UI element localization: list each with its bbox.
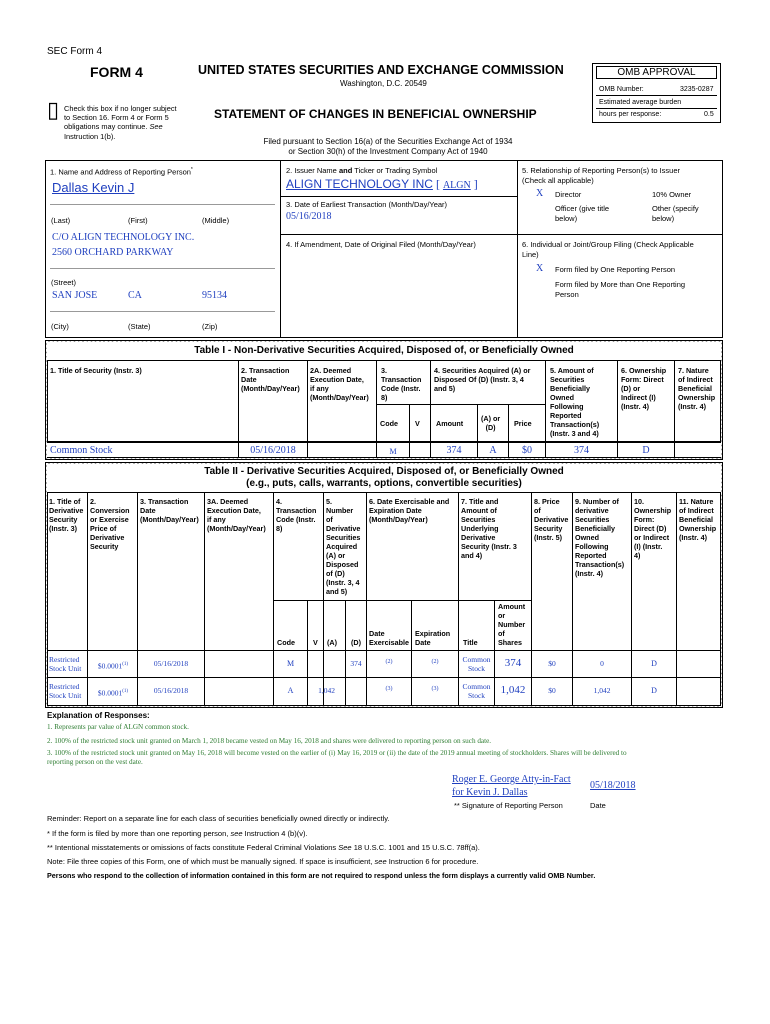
t1-h3 <box>381 366 421 402</box>
footnote-1: 1. Represents par value of ALGN common stock. <box>47 723 189 731</box>
t2h11-line: Ownership <box>679 524 717 533</box>
t1-sub-amount: Amount <box>436 419 464 428</box>
t2-row-conversion-price: $0.0001$^{(1)}$ <box>97 661 129 671</box>
t1h6-line: 6. Ownership <box>621 366 667 375</box>
t2-sub-v: V <box>313 638 318 647</box>
one-person-check[interactable]: X <box>536 263 544 274</box>
t2h8-line: Derivative <box>534 515 569 524</box>
officer-label: Officer (give title below) <box>555 204 610 223</box>
t2-sub-amount <box>498 602 525 647</box>
t2-row-title: Restricted Stock Unit <box>49 655 82 673</box>
t1-row-amount: 374 <box>446 445 462 456</box>
t2h9-line: Reported <box>575 551 607 560</box>
date-label: Date <box>590 801 606 810</box>
director-label: Director <box>555 190 582 199</box>
t2h7-line: Amount of <box>461 506 497 515</box>
t2-row-a: 1,042 <box>318 686 335 695</box>
t1h7-line: 7. Nature <box>678 366 709 375</box>
t1h2a-line: 2A. Deemed <box>310 366 352 375</box>
t1ad-line: (D) <box>485 423 496 432</box>
t2-row-exercisable: (2) <box>385 659 393 665</box>
other-label: Other (specify below) <box>652 204 699 223</box>
middle-label: (Middle) <box>202 216 230 225</box>
street-label: (Street) <box>51 278 77 287</box>
omb-burden-label: Estimated average burden <box>599 99 682 106</box>
t2h9-line: (Instr. 4) <box>575 569 603 578</box>
t2h5-line: Disposed <box>326 560 359 569</box>
t2h9-line: Transaction(s) <box>575 560 625 569</box>
t2-h10 <box>634 497 671 560</box>
t2h5-line: (A) or <box>326 551 346 560</box>
state-value: CA <box>128 290 142 301</box>
t2-row-expiration: (3) <box>431 686 439 692</box>
note: Note: File three copies of this Form, one of which must be manually signed. If space is insufficient, see Instruction 6 for procedure. <box>47 857 479 866</box>
t2h3-line: Date <box>140 506 156 515</box>
t2h1-line: Derivative <box>49 506 84 515</box>
t2-sub-title: Title <box>463 638 478 647</box>
t2h5-line: 5. <box>326 497 332 506</box>
t2h5-line: and 5) <box>326 587 348 596</box>
t1h5-line: 5. Amount of <box>550 366 594 375</box>
t2h9-line: 9. Number of <box>575 497 619 506</box>
t2h10-line: Direct (D) <box>634 524 667 533</box>
t1h5-line: Reported <box>550 411 582 420</box>
t2-row-code: M <box>286 659 295 668</box>
signature-date: 05/18/2018 <box>590 780 636 791</box>
t1h2a-line: (Month/Day/Year) <box>310 393 369 402</box>
t2h9-line: Beneficially <box>575 524 615 533</box>
t2h8-line: 8. Price <box>534 497 560 506</box>
t2amt-line: Amount <box>498 602 526 611</box>
t2h5-line: Securities <box>326 533 361 542</box>
t1h6-line: Form: Direct <box>621 375 664 384</box>
t1-h7 <box>678 366 715 411</box>
omb-number-label: OMB Number: <box>599 86 644 93</box>
zip-value: 95134 <box>202 290 227 301</box>
t2-row-underlying-title: Common Stock <box>462 655 491 673</box>
first-label: (First) <box>128 216 148 225</box>
reminder: Reminder: Report on a separate line for each class of securities beneficially owned directly or indirectly. <box>47 814 390 823</box>
t2h2-line: Derivative <box>90 533 125 542</box>
omb-title: OMB APPROVAL <box>617 67 696 78</box>
t1h7-line: (Instr. 4) <box>678 402 706 411</box>
t1ad-line: (A) or <box>481 414 501 423</box>
t2h2-line: Price of <box>90 524 117 533</box>
t1-h4 <box>434 366 530 393</box>
t1-sub-code: Code <box>380 419 398 428</box>
t2-row-expiration: (2) <box>431 659 439 665</box>
director-check[interactable]: X <box>536 188 544 199</box>
checkbox-instructions: Check this box if no longer subject to Section 16. Form 4 or Form 5 obligations may continue. See Instruction 1(b). <box>64 104 177 141</box>
t1-row-date: 05/16/2018 <box>250 445 296 456</box>
t2h3a-line: Execution Date, <box>207 506 261 515</box>
box3-label: 3. Date of Earliest Transaction (Month/Day/Year) <box>286 200 448 209</box>
t2h6-line: Expiration Date <box>369 506 422 515</box>
t2h7-line: Underlying <box>461 524 499 533</box>
agency-location: Washington, D.C. 20549 <box>340 79 427 88</box>
t2h9-line: derivative <box>575 506 609 515</box>
no-longer-subject-checkbox[interactable]: ▯ <box>47 97 60 122</box>
t2-sub-code: Code <box>277 638 295 647</box>
t1-h2 <box>241 366 300 393</box>
reporting-person-name: Dallas Kevin J <box>52 180 135 195</box>
t2-row-conversion-price: $0.0001$^{(1)}$ <box>97 688 129 698</box>
t2-row-form: D <box>651 686 657 695</box>
t2exp-line: Expiration <box>415 629 451 638</box>
t1-h5 <box>550 366 599 438</box>
t2h5-line: (Instr. 3, 4 <box>326 578 360 587</box>
t1h2a-line: Execution Date, <box>310 375 364 384</box>
t2-row-d: 374 <box>350 659 362 668</box>
t1h7-line: of Indirect <box>678 375 713 384</box>
t2h11-line: Beneficial <box>679 515 713 524</box>
ten-percent-owner-label: 10% Owner <box>652 190 692 199</box>
t2-sub-a: (A) <box>327 638 337 647</box>
t2-row-price: $0 <box>548 686 556 695</box>
t2amt-line: or <box>498 611 506 620</box>
form-title: FORM 4 <box>90 64 143 80</box>
t2-sub-d: (D) <box>351 638 361 647</box>
t1-h6 <box>621 366 666 411</box>
t2-row-owned: 1,042 <box>593 686 611 695</box>
filed-pursuant: Filed pursuant to Section 16(a) of the Securities Exchange Act of 1934 or Section 30(h) of the Investment Company Act of 1940 <box>263 137 513 156</box>
t2h6-line: (Month/Day/Year) <box>369 515 428 524</box>
t2h9-line: Securities <box>575 515 610 524</box>
t1-row-title: Common Stock <box>50 445 113 456</box>
t2-h7 <box>461 497 517 560</box>
t2h7-line: Securities <box>461 515 496 524</box>
t2h5-line: of <box>326 515 333 524</box>
city-label: (City) <box>51 322 69 331</box>
t1-h2a <box>310 366 369 402</box>
t2-row-title: Restricted Stock Unit <box>49 682 82 700</box>
t2h1-line: 1. Title of <box>49 497 81 506</box>
zip-label: (Zip) <box>202 322 218 331</box>
t1h7-line: Ownership <box>678 393 716 402</box>
star-note: * If the form is filed by more than one reporting person, see Instruction 4 (b)(v). <box>47 829 308 838</box>
t1-sub-v: V <box>415 419 420 428</box>
t2h9-line: Owned <box>575 533 599 542</box>
t2h10-line: Form: <box>634 515 655 524</box>
t2exp-line: Date <box>415 638 431 647</box>
t2h1-line: Security <box>49 515 78 524</box>
sec-form-label: SEC Form 4 <box>47 46 103 57</box>
t2-row-underlying-title: Common Stock <box>462 682 491 700</box>
t2h7-line: and 4) <box>461 551 483 560</box>
t2h3a-line: (Month/Day/Year) <box>207 524 266 533</box>
t1h6-line: (D) or <box>621 384 641 393</box>
t1h5-line: (Instr. 3 and 4) <box>550 429 599 438</box>
box6-label: 6. Individual or Joint/Group Filing (Check Applicable Line) <box>522 240 694 259</box>
t2amt-line: Shares <box>498 638 522 647</box>
t1-row-ad: A <box>489 445 497 456</box>
t2h10-line: Ownership <box>634 506 672 515</box>
t1h3-line: Transaction <box>381 375 422 384</box>
t2h5-line: Derivative <box>326 524 361 533</box>
t2h7-line: Security (Instr. 3 <box>461 542 517 551</box>
t2h2-line: 2. <box>90 497 96 506</box>
t1h2-line: 2. Transaction <box>241 366 290 375</box>
t2-h5 <box>326 497 360 596</box>
t2h5-line: of (D) <box>326 569 345 578</box>
t2-h11 <box>679 497 716 542</box>
t1-h1: 1. Title of Security (Instr. 3) <box>50 366 142 375</box>
omb-hours: 0.5 <box>704 111 714 118</box>
t2-sub-date-ex <box>369 629 409 647</box>
t2dateex-line: Date <box>369 629 385 638</box>
t1h3-line: Code (Instr. <box>381 384 421 393</box>
t2h5-line: Acquired <box>326 542 358 551</box>
dstar-note: ** Intentional misstatements or omissions of facts constitute Federal Criminal Violations See 18 U.S.C. 1001 and 15 U.S.C. 78ff(a). <box>47 843 480 852</box>
t2-h6 <box>369 497 449 524</box>
t1h6-line: (Instr. 4) <box>621 402 649 411</box>
t2-row-price: $0 <box>548 659 556 668</box>
t2h4-line: Transaction <box>276 506 317 515</box>
t2-row-owned: 0 <box>600 659 604 668</box>
t2h2-line: or Exercise <box>90 515 129 524</box>
t1h2a-line: if any <box>310 384 329 393</box>
t1h2-line: Date <box>241 375 257 384</box>
omb-hours-label: hours per response: <box>599 111 662 118</box>
t2-h8 <box>534 497 568 542</box>
more-persons-label: Form filed by More than One Reporting Person <box>555 280 686 299</box>
table1-title: Table I - Non-Derivative Securities Acquired, Disposed of, or Beneficially Owned <box>194 345 574 356</box>
box2-label: 2. Issuer Name and Ticker or Trading Symbol <box>286 166 438 175</box>
t2-row-date: 05/16/2018 <box>153 686 189 695</box>
t1-row-code: M <box>389 447 397 456</box>
t1-row-form: D <box>642 445 650 456</box>
t2h7-line: Derivative <box>461 533 496 542</box>
t2h8-line: of <box>534 506 541 515</box>
t2-h1 <box>49 497 83 533</box>
t2h2-line: Security <box>90 542 119 551</box>
t2h11-line: of Indirect <box>679 506 714 515</box>
t2amt-line: Number <box>498 620 526 629</box>
t2h10-line: 4) <box>634 551 641 560</box>
t1h5-line: Transaction(s) <box>550 420 600 429</box>
signature-name: Roger E. George Atty-in-Fact for Kevin J. Dallas <box>452 774 571 798</box>
t2h8-line: Security <box>534 524 563 533</box>
t2h11-line: (Instr. 4) <box>679 533 707 542</box>
agency-name: UNITED STATES SECURITIES AND EXCHANGE COMMISSION <box>198 63 564 77</box>
t1h2-line: (Month/Day/Year) <box>241 384 300 393</box>
t2-h3a <box>207 497 266 533</box>
address-line-1: C/O ALIGN TECHNOLOGY INC. <box>52 232 195 243</box>
t2h11-line: 11. Nature <box>679 497 714 506</box>
t1h5-line: Beneficially <box>550 384 590 393</box>
t2h3-line: 3. Transaction <box>140 497 189 506</box>
t2-h2 <box>90 497 130 551</box>
footnote-3: 3. 100% of the restricted stock unit granted on May 16, 2018 will become vested on the earlier of (i) May 16, 2019 or (ii) the date of the 2019 annual meeting of stockholders. Shares will be delivered to reporting person on the vest date. <box>47 749 627 766</box>
t2amt-line: of <box>498 629 505 638</box>
state-label: (State) <box>128 322 151 331</box>
t1-row-price: $0 <box>522 445 532 456</box>
table2-title: Table II - Derivative Securities Acquired, Disposed of, or Beneficially Owned (e.g., puts, calls, warrants, options, convertible securities) <box>204 466 564 489</box>
t1h3-line: 8) <box>381 393 388 402</box>
t2h10-line: 10. <box>634 497 644 506</box>
t1h4-line: Disposed Of (D) (Instr. 3, 4 <box>434 375 524 384</box>
t2-h4 <box>276 497 316 533</box>
t2-h9 <box>575 497 624 578</box>
t2h10-line: or Indirect <box>634 533 670 542</box>
t1h4-line: and 5) <box>434 384 456 393</box>
t2h4-line: 4. <box>276 497 282 506</box>
explanation-title: Explanation of Responses: <box>47 711 150 720</box>
t2-row-date: 05/16/2018 <box>153 659 189 668</box>
t1h3-line: 3. <box>381 366 387 375</box>
t2dateex-line: Exercisable <box>369 638 409 647</box>
statement-title: STATEMENT OF CHANGES IN BENEFICIAL OWNERSHIP <box>214 107 537 121</box>
t1-sub-ad <box>481 414 500 432</box>
t2h5-line: Number <box>326 506 354 515</box>
footnote-2: 2. 100% of the restricted stock unit granted on March 1, 2018 became vested on May 16, 2018 and shares were delivered to reporting person on such date. <box>47 737 492 745</box>
t1h7-line: Beneficial <box>678 384 712 393</box>
t2h8-line: (Instr. 5) <box>534 533 562 542</box>
address-line-2: 2560 ORCHARD PARKWAY <box>52 247 174 258</box>
box4-label: 4. If Amendment, Date of Original Filed (Month/Day/Year) <box>286 240 476 249</box>
t1h5-line: Following <box>550 402 584 411</box>
t2h3a-line: 3A. Deemed <box>207 497 249 506</box>
last-label: (Last) <box>51 216 71 225</box>
t2h4-line: 8) <box>276 524 283 533</box>
t2-row-form: D <box>651 659 657 668</box>
t2-row-exercisable: (3) <box>385 686 393 692</box>
t2h3a-line: if any <box>207 515 226 524</box>
t2-row-underlying-amount: 374 <box>504 657 522 669</box>
box1-label: 1. Name and Address of Reporting Person* <box>50 167 193 177</box>
t2-row-code: A <box>287 686 294 695</box>
t1-sub-price: Price <box>514 419 532 428</box>
t2h3-line: (Month/Day/Year) <box>140 515 199 524</box>
omb-number: 3235-0287 <box>680 86 714 93</box>
t2h1-line: (Instr. 3) <box>49 524 77 533</box>
t2-h3 <box>140 497 199 524</box>
one-person-label: Form filed by One Reporting Person <box>555 265 676 274</box>
t1h5-line: Securities <box>550 375 585 384</box>
t1h5-line: Owned <box>550 393 574 402</box>
t2h7-line: 7. Title and <box>461 497 499 506</box>
issuer-name: ALIGN TECHNOLOGY INC [ ALGN ] <box>286 177 478 191</box>
t2h2-line: Conversion <box>90 506 130 515</box>
t2h10-line: (I) (Instr. <box>634 542 663 551</box>
t1-row-owned: 374 <box>574 445 589 456</box>
t2-sub-exp <box>415 629 450 647</box>
t2h4-line: Code (Instr. <box>276 515 316 524</box>
earliest-transaction-date: 05/16/2018 <box>286 211 332 222</box>
t2h6-line: 6. Date Exercisable and <box>369 497 450 506</box>
t1h6-line: Indirect (I) <box>621 393 656 402</box>
t1h4-line: 4. Securities Acquired (A) or <box>434 366 531 375</box>
signature-label: ** Signature of Reporting Person <box>454 801 563 810</box>
box5-label: 5. Relationship of Reporting Person(s) to Issuer (Check all applicable) <box>522 166 680 185</box>
city-value: SAN JOSE <box>52 290 98 301</box>
persons-note: Persons who respond to the collection of information contained in this form are not required to respond unless the form displays a currently valid OMB Number. <box>47 871 596 880</box>
t2-row-underlying-amount: 1,042 <box>500 684 526 696</box>
t2h9-line: Following <box>575 542 609 551</box>
